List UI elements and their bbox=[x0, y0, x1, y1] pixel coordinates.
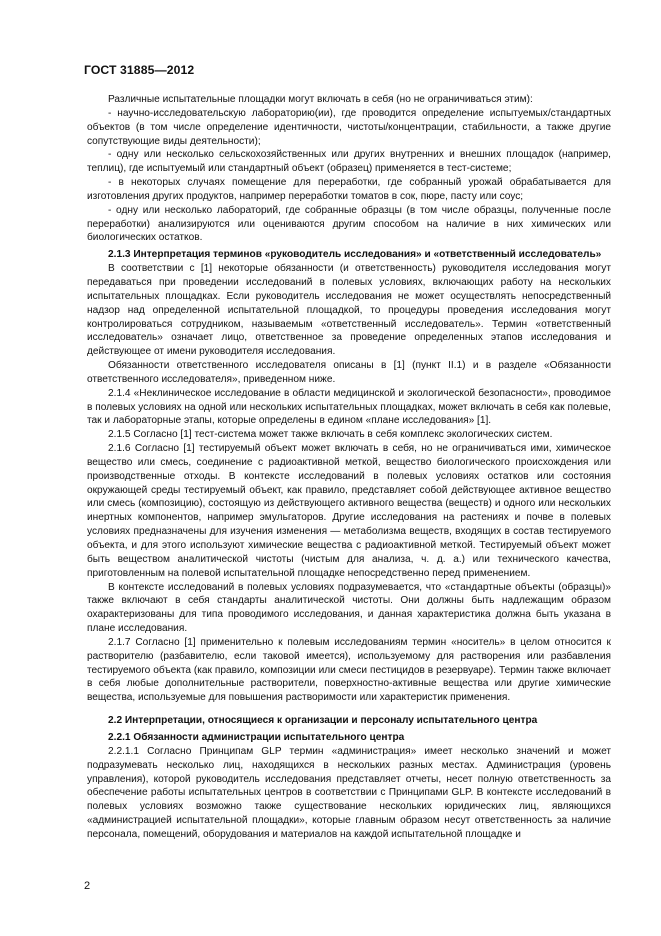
paragraph: В контексте исследований в полевых условиях подразумевается, что «стандартные объекты (образцы)» также включают в себя стандарты аналитической чистоты. Они должны быть надлежащим образом охарактеризованы для типа проводимого исследования, и данная характеристика должна быть указана в плане исследования. bbox=[87, 581, 611, 635]
page-number: 2 bbox=[84, 880, 91, 892]
paragraph: Различные испытательные площадки могут включать в себя (но не ограничиваться этим): bbox=[108, 94, 533, 105]
paragraph: - одну или несколько лабораторий, где собранные образцы (в том числе образцы, полученные после переработки) анализируются или оцениваются другим способом на наличие в них химических или биологических остатков. bbox=[87, 204, 611, 244]
paragraph: 2.1.7 Согласно [1] применительно к полевым исследованиям термин «носитель» в целом относится к растворителю (разбавителю, если таковой имеется), используемому для растворения или разбавления тестируемого объекта (как правило, композиции или смеси пестицидов в резервуаре). Термин также включает в себя любые дополнительные растворители, поверхностно-активные вещества или другие химические вещества, используемые для повышения растворимости или характеристик применения. bbox=[87, 636, 611, 704]
paragraph: Обязанности ответственного исследователя описаны в [1] (пункт II.1) и в разделе «Обязанности ответственного исследователя», приведенном ниже. bbox=[87, 360, 611, 385]
paragraph: - научно-исследовательскую лабораторию(ии), где проводится определение испытуемых/стандартных объектов (в том числе определение идентичности, чистоты/концентрации, стабильности, а также другие сопутствующие виды деятельности); bbox=[87, 107, 611, 147]
paragraph: В соответствии с [1] некоторые обязанности (и ответственность) руководителя исследования могут передаваться при проведении исследований в полевых условиях, включающих работу на нескольких испытательных площадках. Если руководитель исследования не может осуществлять непосредственный надзор над определенной испытательной площадкой, то процедуры проведения исследования могут контролироваться сотрудником, называемым «ответственный исследователь». Термин «ответственный исследователь» означает лицо, ответственное за проведение определенных этапов исследования и действующее от имени руководителя исследования. bbox=[87, 263, 611, 358]
paragraph: 2.1.4 «Неклиническое исследование в области медицинской и экологической безопасности», проводимое в полевых условиях на одной или нескольких испытательных площадках, может включать в себя как полевые, так и лабораторные этапы, которые определены в едином «плане исследования» [1]. bbox=[87, 387, 611, 427]
paragraph: 2.1.5 Согласно [1] тест-система может также включать в себя комплекс экологических систем. bbox=[108, 429, 553, 441]
section-heading: 2.1.3 Интерпретация терминов «руководитель исследования» и «ответственный исследователь» bbox=[108, 249, 602, 261]
document-header: ГОСТ 31885—2012 bbox=[84, 63, 195, 77]
paragraph: - одну или несколько сельскохозяйственных или других внутренних и внешних площадок (например, теплиц), где испытуемый или стандартный объект (образец) применяется в тест-системе; bbox=[87, 149, 611, 175]
paragraph: - в некоторых случаях помещение для переработки, где собранный урожай обрабатывается для изготовления других продуктов, например переработки томатов в сок, пюре, пасту или соус; bbox=[87, 177, 611, 202]
paragraph: 2.1.6 Согласно [1] тестируемый объект может включать в себя, но не ограничиваться ими, химическое вещество или смесь, соединение с радиоактивной меткой, вещество биологического происхождения или производственные отходы. В контексте исследований в полевых условиях остатков или состояния окружающей среды тестируемый объект, как правило, представляет собой действующее активное вещество или смесь (композицию), состоящую из действующего активного вещества (веществ) и одного или нескольких инертных компонентов, например эмульгаторов. Другие исследования на растениях и почве в полевых условиях предназначены для изучения изменения — метаболизма веществ, входящих в состав тестируемого объекта, и для этого используют химические вещества с радиоактивной меткой. Тестируемый объект может быть веществом аналитической чистоты (чистым для анализа, ч. д. а.) или технического качества, приготовленным на полевой испытательной площадке непосредственно перед применением. bbox=[87, 443, 611, 579]
document-body bbox=[87, 93, 611, 842]
section-heading: 2.2 Интерпретации, относящиеся к организации и персоналу испытательного центра bbox=[108, 715, 538, 727]
subsection-heading: 2.2.1 Обязанности администрации испытательного центра bbox=[108, 731, 405, 743]
paragraph: 2.2.1.1 Согласно Принципам GLP термин «администрация» имеет несколько значений и может подразумевать несколько лиц, находящихся в нескольких разных местах. Администрация (уровень управления), которой руководитель исследования представляет отчеты, несет полную ответственность за обеспечение работы испытательных центров в соответствии с Принципами GLP. В контексте исследований в полевых условиях возможно также существование нескольких юридических лиц, являющихся «администрацией испытательной площадки», которые главным образом несут ответственность за наличие персонала, помещений, оборудования и материалов на каждой испытательной площадке и bbox=[87, 745, 611, 840]
